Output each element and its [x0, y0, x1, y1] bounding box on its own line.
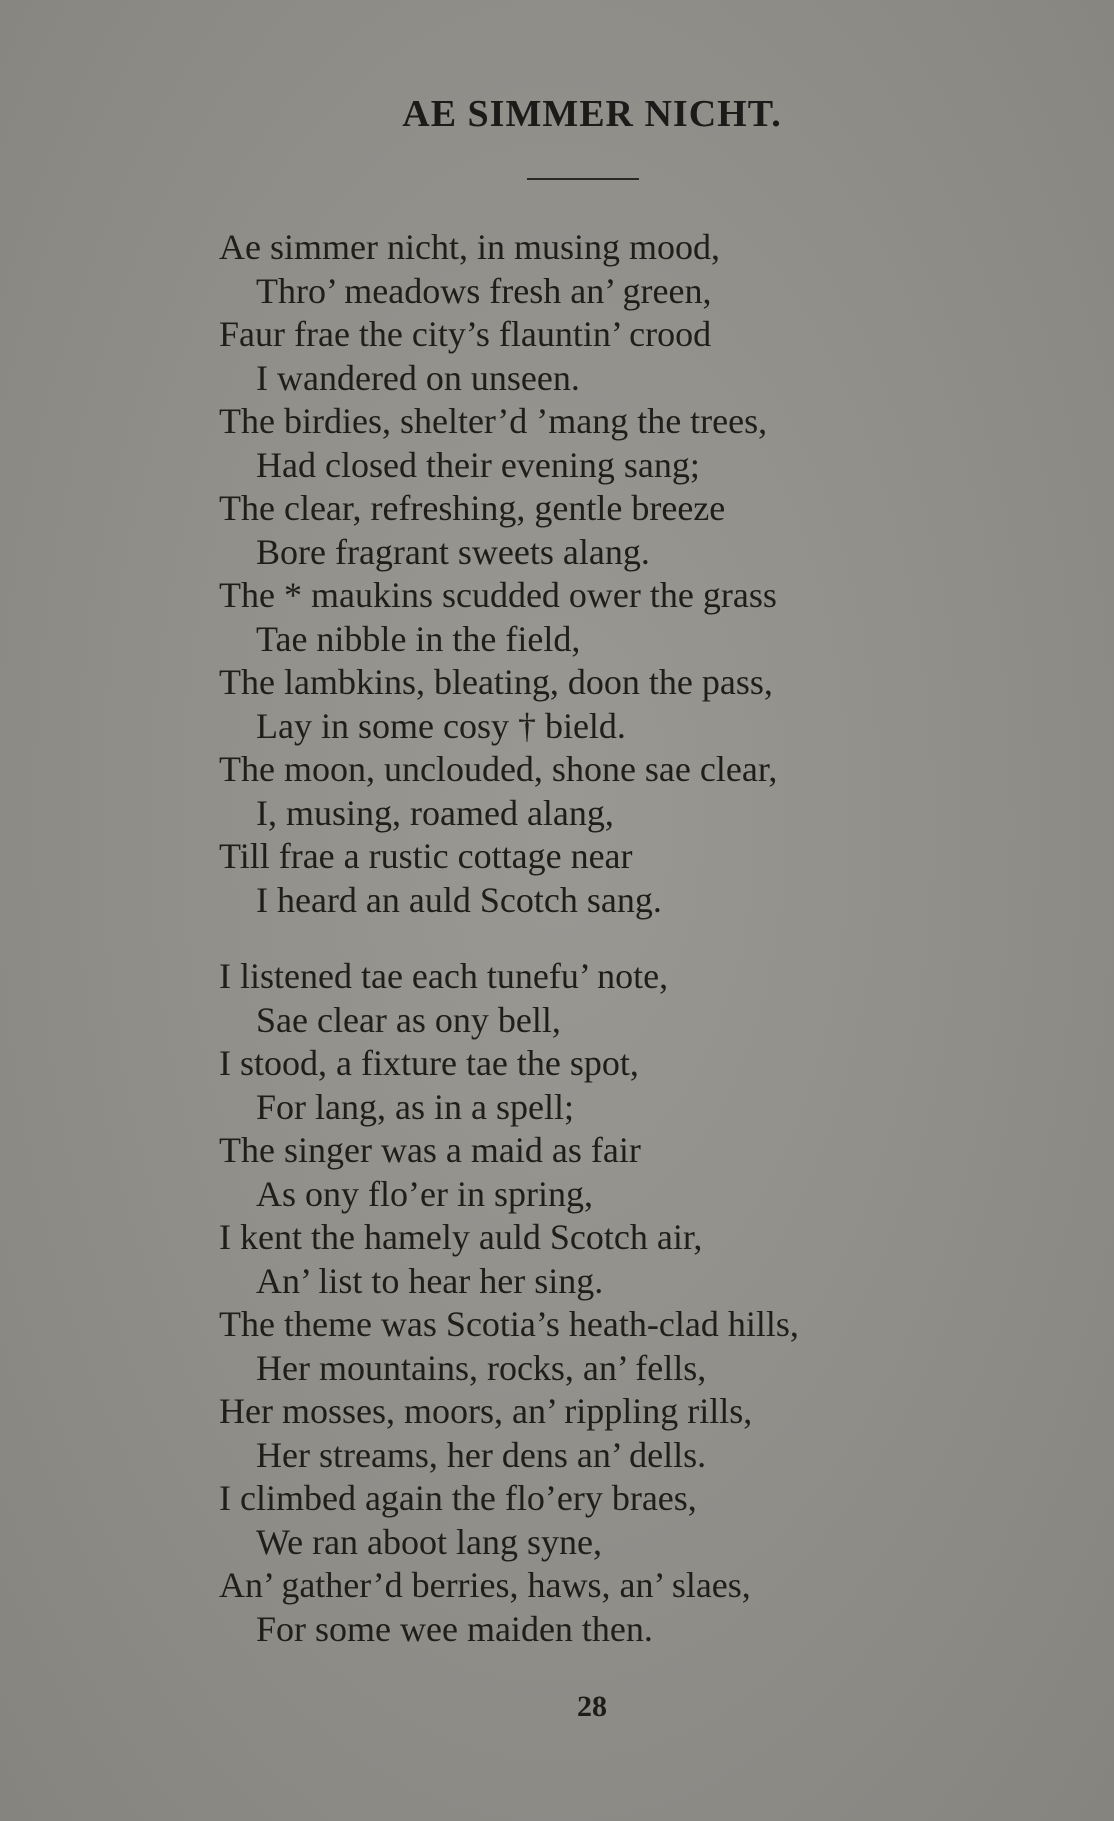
poem-line: I wandered on unseen.: [256, 358, 580, 398]
poem-line: The * maukins scudded ower the grass: [219, 575, 777, 615]
poem-line: I stood, a fixture tae the spot,: [219, 1043, 639, 1083]
poem-line: The clear, refreshing, gentle breeze: [219, 488, 726, 528]
title-rule: [527, 178, 639, 180]
poem-line: I heard an auld Scotch sang.: [256, 880, 662, 920]
poem-line: Ae simmer nicht, in musing mood,: [219, 227, 720, 267]
poem-line: Sae clear as ony bell,: [256, 1000, 561, 1040]
poem-line: The moon, unclouded, shone sae clear,: [219, 749, 778, 789]
poem-line: Her mountains, rocks, an’ fells,: [256, 1348, 707, 1388]
poem-line: Faur frae the city’s flauntin’ crood: [219, 314, 712, 354]
poem-line: An’ gather’d berries, haws, an’ slaes,: [219, 1565, 751, 1605]
poem-line: Thro’ meadows fresh an’ green,: [256, 271, 712, 311]
poem-line: I kent the hamely auld Scotch air,: [219, 1217, 703, 1257]
poem-line: I climbed again the flo’ery braes,: [219, 1478, 697, 1518]
poem-line: Her mosses, moors, an’ rippling rills,: [219, 1391, 753, 1431]
poem-line: Bore fragrant sweets alang.: [256, 532, 650, 572]
poem-line: Her streams, her dens an’ dells.: [256, 1435, 707, 1475]
page-number: 28: [577, 1690, 607, 1723]
poem-line: The birdies, shelter’d ’mang the trees,: [219, 401, 768, 441]
poem-line: I listened tae each tunefu’ note,: [219, 956, 669, 996]
poem-line: For lang, as in a spell;: [256, 1087, 574, 1127]
poem-line: As ony flo’er in spring,: [256, 1174, 593, 1214]
poem-line: Till frae a rustic cottage near: [219, 836, 633, 876]
poem-line: The singer was a maid as fair: [219, 1130, 641, 1170]
poem-line: The theme was Scotia’s heath-clad hills,: [219, 1304, 799, 1344]
poem-line: For some wee maiden then.: [256, 1609, 653, 1649]
poem-line: We ran aboot lang syne,: [256, 1522, 602, 1562]
poem-title: AE SIMMER NICHT.: [402, 93, 782, 135]
poem-line: An’ list to hear her sing.: [256, 1261, 604, 1301]
poem-line: Had closed their evening sang;: [256, 445, 700, 485]
poem-line: Lay in some cosy † bield.: [256, 706, 626, 746]
poem-line: I, musing, roamed alang,: [256, 793, 614, 833]
poem-line: Tae nibble in the field,: [256, 619, 581, 659]
poem-line: The lambkins, bleating, doon the pass,: [219, 662, 773, 702]
